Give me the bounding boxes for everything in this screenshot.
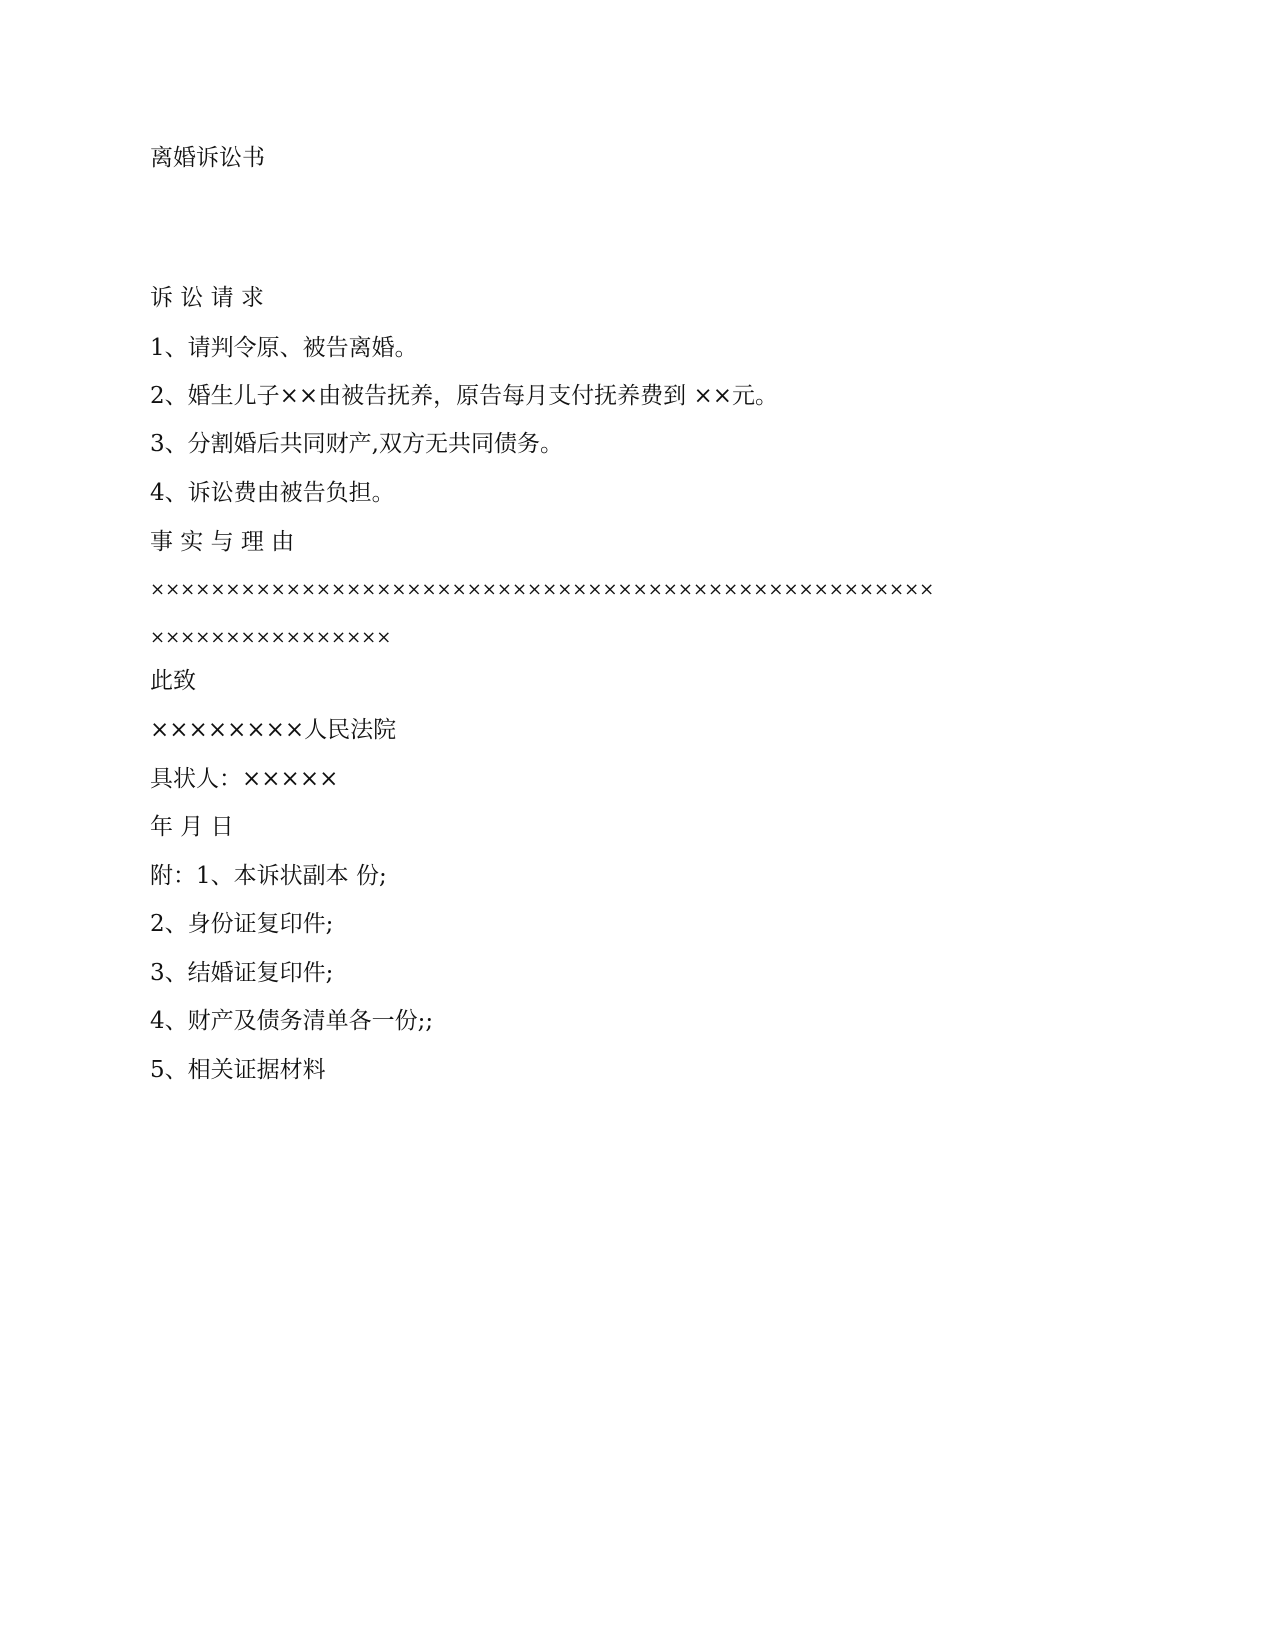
- court-name: ××××××××人民法院: [150, 717, 397, 743]
- claims-heading: 诉 讼 请 求: [150, 285, 264, 311]
- attachment-item: 附：1、本诉状副本 份;: [150, 863, 387, 889]
- plaintiff-signature-line: 具状人：×××××: [150, 766, 339, 792]
- attachment-item: 5、相关证据材料: [150, 1057, 326, 1083]
- claim-item: 1、请判令原、被告离婚。: [150, 335, 418, 361]
- attachment-item: 3、结婚证复印件;: [150, 960, 334, 986]
- claim-item: 3、分割婚后共同财产,双方无共同债务。: [150, 431, 563, 457]
- claim-item: 2、婚生儿子××由被告抚养，原告每月支付抚养费到 ××元。: [150, 383, 779, 409]
- facts-heading: 事 实 与 理 由: [150, 529, 295, 555]
- attachment-item: 2、身份证复印件;: [150, 911, 334, 937]
- facts-line: ××××××××××××××××: [150, 627, 392, 648]
- facts-line: ××××××××××××××××××××××××××××××××××××××××××××××××××××: [150, 579, 935, 600]
- salutation: 此致: [150, 668, 196, 694]
- claim-item: 4、诉讼费由被告负担。: [150, 480, 395, 506]
- date-line: 年 月 日: [150, 814, 234, 840]
- attachment-item: 4、财产及债务清单各一份;;: [150, 1008, 434, 1034]
- document-title: 离婚诉讼书: [150, 145, 265, 171]
